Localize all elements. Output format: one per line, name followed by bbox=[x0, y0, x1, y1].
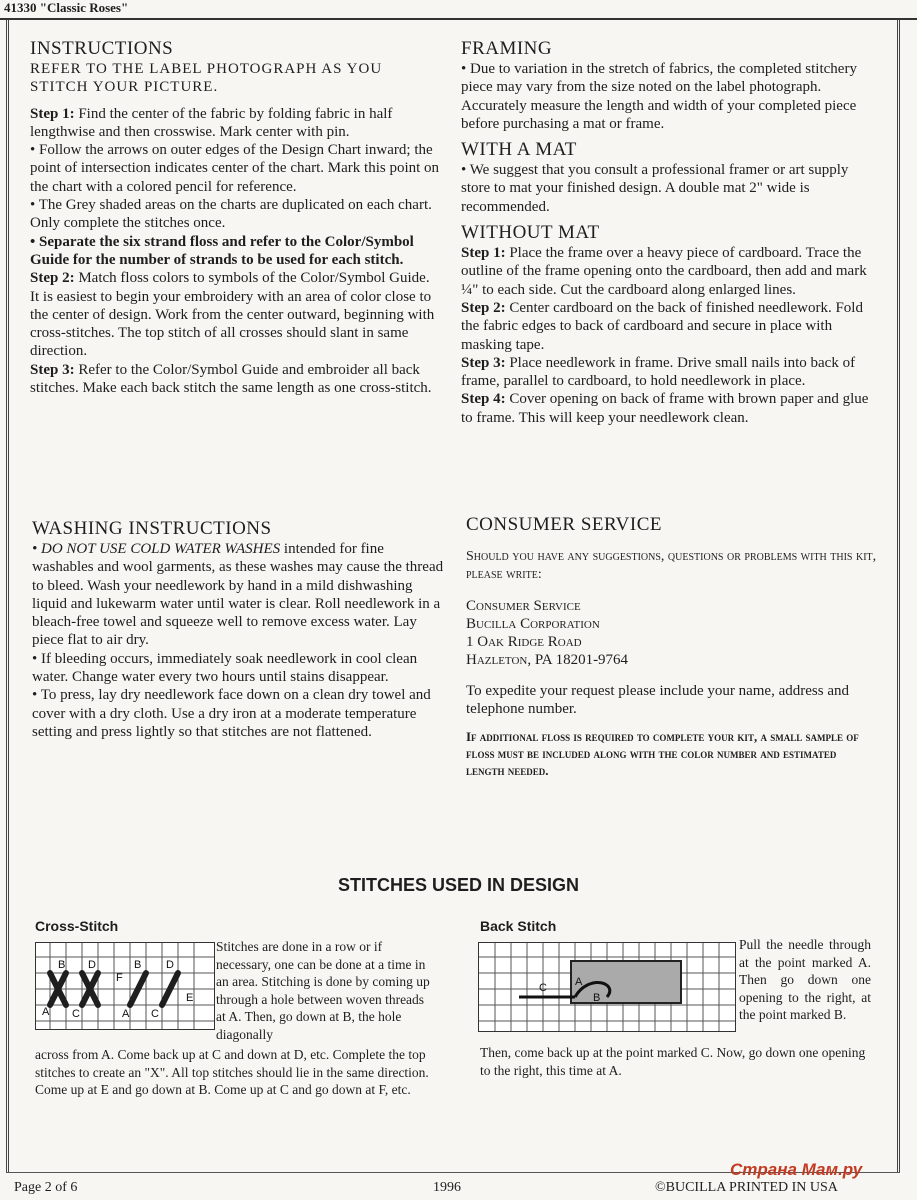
consumer-intro: Should you have any suggestions, questions or problems with this kit, please write: bbox=[466, 549, 877, 583]
letter-e: E bbox=[186, 992, 194, 1004]
washing-section bbox=[32, 518, 444, 741]
without-mat-step-3 bbox=[461, 354, 875, 391]
without-mat-step-1 bbox=[461, 244, 875, 299]
instructions-intro: REFER TO THE LABEL PHOTOGRAPH AS YOU STITCH YOUR PICTURE. bbox=[30, 61, 383, 96]
footer-copyright: ©BUCILLA PRINTED IN USA bbox=[655, 1180, 838, 1195]
washing-heading: WASHING INSTRUCTIONS bbox=[32, 518, 272, 539]
letter-b-2: B bbox=[134, 959, 142, 971]
left-border bbox=[6, 20, 9, 1172]
step-label: Step 3: bbox=[30, 361, 75, 378]
letter-a: A bbox=[42, 1006, 50, 1018]
floss-note: If additional floss is required to complete your kit, a small sample of floss must be included along with the color number and estimated length needed. bbox=[466, 729, 859, 779]
address-line-2: Bucilla Corporation bbox=[466, 615, 600, 632]
step-text: Match floss colors to symbols of the Color/Symbol Guide. It is easiest to begin your embroidery with an area of color close to the center of design. Work from the center outward, beginning with cross-stitches. The top stitch of all crosses should slant in same direction. bbox=[30, 270, 435, 360]
step-label: Step 3: bbox=[461, 354, 506, 371]
framing-heading: FRAMING bbox=[461, 38, 553, 59]
letter-c-2: C bbox=[151, 1008, 159, 1020]
back-stitch-description: Pull the needle through at the point marked A. Then go down one opening to the right, at the point marked B. bbox=[739, 937, 871, 1022]
letter-a-2: A bbox=[122, 1008, 130, 1020]
consumer-service-section bbox=[466, 514, 878, 779]
without-mat-step-2 bbox=[461, 299, 875, 354]
with-mat-text: • We suggest that you consult a professional framer or art supply store to mat your finished design. A double mat 2" wide is recommended. bbox=[461, 162, 849, 215]
expedite-text: To expedite your request please include your name, address and telephone number. bbox=[466, 682, 849, 718]
back-stitch-description-continued: Then, come back up at the point marked C. Now, go down one opening to the right, this time at A. bbox=[480, 1045, 866, 1078]
instructions-bullet-2: • The Grey shaded areas on the charts are duplicated on each chart. Only complete the stitches once. bbox=[30, 197, 432, 232]
step-text: Find the center of the fabric by folding fabric in half lengthwise and then crosswise. Mark center with pin. bbox=[30, 105, 393, 140]
step-label: Step 2: bbox=[30, 270, 75, 287]
washing-warning: • DO NOT USE COLD WATER WASHES bbox=[32, 541, 281, 557]
cross-stitch-description-continued: across from A. Come back up at C and down at D, etc. Complete the top stitches to create an "X". All top stitches should lie in the same direction. Come up at E and go down at B. Come up at C and go down at F, etc. bbox=[35, 1047, 429, 1097]
instructions-step-2 bbox=[30, 269, 442, 360]
back-stitch-side-text bbox=[739, 936, 871, 1024]
instructions-bullet-3: • Separate the six strand floss and refer to the Color/Symbol Guide for the number of strands to be used for each stitch. bbox=[30, 233, 414, 268]
page-header-title: 41330 "Classic Roses" bbox=[4, 0, 129, 15]
page-number: Page 2 of 6 bbox=[14, 1180, 78, 1195]
back-stitch-below-text bbox=[480, 1044, 872, 1079]
letter-c: C bbox=[72, 1008, 80, 1020]
stitched-area bbox=[571, 961, 681, 1003]
consumer-service-heading: CONSUMER SERVICE bbox=[466, 514, 662, 535]
instructions-heading: INSTRUCTIONS bbox=[30, 38, 174, 59]
cross-stitch-below-text bbox=[35, 1046, 437, 1099]
site-watermark: Страна Мам.ру bbox=[730, 1160, 863, 1179]
cross-stitch-description: Stitches are done in a row or if necessary, one can be done at a time in an area. Stitching is done by coming up through a hole between woven threads at A. Then, go down at B, the hole diagonally bbox=[216, 939, 430, 1042]
top-rule bbox=[0, 18, 917, 20]
step-label: Step 1: bbox=[30, 105, 75, 122]
cross-stitch-side-text bbox=[216, 938, 436, 1043]
instructions-bullet-1: • Follow the arrows on outer edges of the Design Chart inward; the point of intersection indicates center of the chart. Mark this point on the chart with a colored pencil for reference. bbox=[30, 142, 440, 195]
letter-c: C bbox=[539, 982, 547, 994]
washing-paragraph-1 bbox=[32, 540, 444, 650]
step-text: Place the frame over a heavy piece of cardboard. Trace the outline of the frame opening onto the cardboard, then add and mark ¼" to each side. Cut the cardboard along enlarged lines. bbox=[461, 245, 867, 298]
step-label: Step 4: bbox=[461, 391, 506, 408]
letter-a: A bbox=[575, 976, 583, 988]
letter-f: F bbox=[116, 972, 123, 984]
washing-text: intended for fine washables and wool garments, as these washes may cause the thread to bleed. Wash your needlework by hand in a mild dishwashing liquid and lukewarm water until water is clear. Roll needlework in a bleach-free towel and squeeze well to remove excess water. Lay piece flat to air dry. bbox=[32, 541, 444, 649]
washing-paragraph-3: • To press, lay dry needlework face down on a clean dry towel and cover with a dry cloth. Use a dry iron at a moderate temperature setting and press lightly so that stitches are not flattened. bbox=[32, 687, 431, 740]
step-text: Center cardboard on the back of finished needlework. Fold the fabric edges to back of cardboard and secure in place with masking tape. bbox=[461, 299, 863, 353]
letter-d-2: D bbox=[166, 959, 174, 971]
step-label: Step 1: bbox=[461, 245, 506, 262]
with-mat-heading: WITH A MAT bbox=[461, 139, 577, 161]
footer-year: 1996 bbox=[433, 1180, 461, 1195]
address-line-4: Hazleton, PA 18201-9764 bbox=[466, 652, 629, 669]
address-line-3: 1 Oak Ridge Road bbox=[466, 634, 582, 651]
instructions-section bbox=[30, 38, 442, 397]
letter-d: D bbox=[88, 959, 96, 971]
step-text: Refer to the Color/Symbol Guide and embroider all back stitches. Make each back stitch the same length as one cross-stitch. bbox=[30, 361, 432, 397]
right-border bbox=[897, 20, 900, 1172]
letter-b: B bbox=[593, 992, 601, 1004]
back-stitch-label: Back Stitch bbox=[480, 918, 557, 934]
back-stitch-diagram bbox=[478, 942, 736, 1032]
step-text: Place needlework in frame. Drive small nails into back of frame, parallel to cardboard, to hold needlework in place. bbox=[461, 354, 856, 390]
stitches-title: STITCHES USED IN DESIGN bbox=[337, 875, 580, 895]
step-text: Cover opening on back of frame with brown paper and glue to frame. This will keep your needlework clean. bbox=[461, 391, 869, 426]
cross-stitch-label: Cross-Stitch bbox=[35, 918, 119, 934]
framing-text: • Due to variation in the stretch of fabrics, the completed stitchery piece may vary from the size noted on the label photograph. Accurately measure the length and width of your completed piece before purchasing a mat or frame. bbox=[461, 61, 857, 132]
letter-b: B bbox=[58, 959, 66, 971]
without-mat-heading: WITHOUT MAT bbox=[461, 222, 600, 244]
without-mat-step-4 bbox=[461, 390, 875, 427]
instructions-step-3 bbox=[30, 361, 442, 398]
address-line-1: Consumer Service bbox=[466, 597, 581, 614]
washing-paragraph-2: • If bleeding occurs, immediately soak needlework in cool clean water. Change water every two hours until stains disappear. bbox=[32, 650, 418, 686]
instructions-step-1 bbox=[30, 105, 442, 142]
framing-section bbox=[461, 38, 875, 427]
cross-stitch-diagram bbox=[35, 942, 215, 1030]
step-label: Step 2: bbox=[461, 299, 506, 316]
